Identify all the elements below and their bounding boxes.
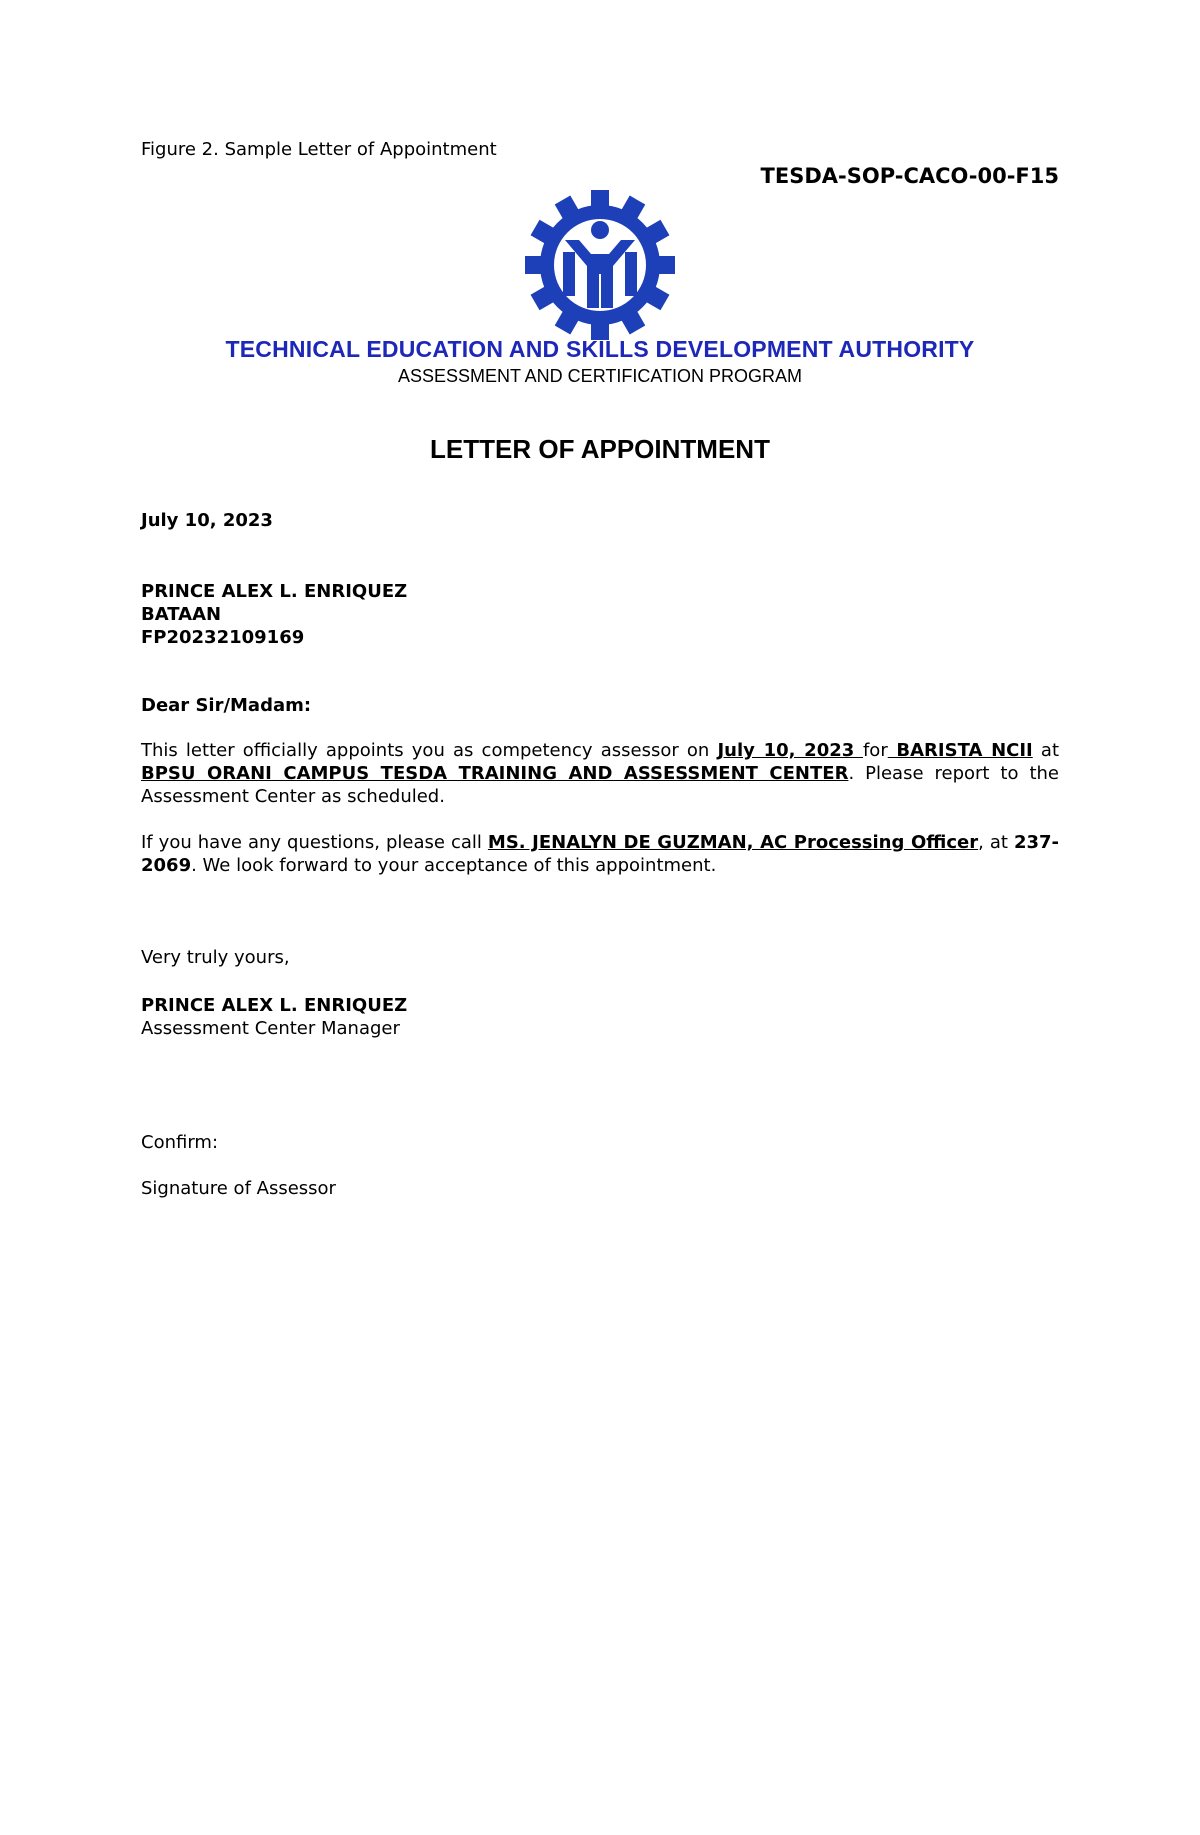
signer-block — [141, 994, 407, 1040]
contact-person: MS. JENALYN DE GUZMAN, AC Processing Officer — [487, 832, 979, 853]
form-code: TESDA-SOP-CACO-00-F15 — [760, 164, 1059, 188]
salutation: Dear Sir/Madam: — [141, 695, 312, 716]
agency-program: ASSESSMENT AND CERTIFICATION PROGRAM — [397, 366, 803, 386]
assessment-center: BPSU ORANI CAMPUS TESDA TRAINING AND ASSESSMENT CENTER — [141, 763, 849, 784]
appointment-paragraph — [141, 739, 1059, 808]
paragraph-text: for — [862, 740, 888, 761]
paragraph-text: This letter officially appoints you as competency assessor on — [141, 740, 718, 761]
signer-name: PRINCE ALEX L. ENRIQUEZ — [141, 995, 408, 1016]
signer-position: Assessment Center Manager — [141, 1018, 400, 1039]
figure-caption: Figure 2. Sample Letter of Appointment — [141, 139, 497, 160]
recipient-id: FP20232109169 — [141, 627, 305, 648]
letter-title: LETTER OF APPOINTMENT — [430, 434, 770, 464]
letter-date: July 10, 2023 — [141, 510, 273, 531]
signature-label: Signature of Assessor — [141, 1178, 336, 1199]
recipient-name: PRINCE ALEX L. ENRIQUEZ — [141, 581, 408, 602]
recipient-block — [141, 580, 407, 649]
recipient-location: BATAAN — [141, 604, 222, 625]
qualification: BARISTA NCII — [887, 740, 1033, 761]
confirm-label: Confirm: — [141, 1132, 219, 1153]
paragraph-text: . Please report to the Assessment Center as scheduled. — [141, 763, 1059, 807]
contact-paragraph — [141, 831, 1059, 877]
agency-name: TECHNICAL EDUCATION AND SKILLS DEVELOPMENT AUTHORITY — [225, 336, 975, 362]
paragraph-text: . We look forward to your acceptance of this appointment. — [191, 855, 717, 876]
assessment-date: July 10, 2023 — [717, 740, 863, 761]
paragraph-text: If you have any questions, please call — [141, 832, 488, 853]
contact-phone: 237-2069 — [141, 832, 1059, 876]
tesda-gear-logo-icon — [525, 190, 675, 340]
closing: Very truly yours, — [141, 947, 290, 968]
paragraph-text: at — [1032, 740, 1060, 761]
paragraph-text: , at — [978, 832, 1014, 853]
